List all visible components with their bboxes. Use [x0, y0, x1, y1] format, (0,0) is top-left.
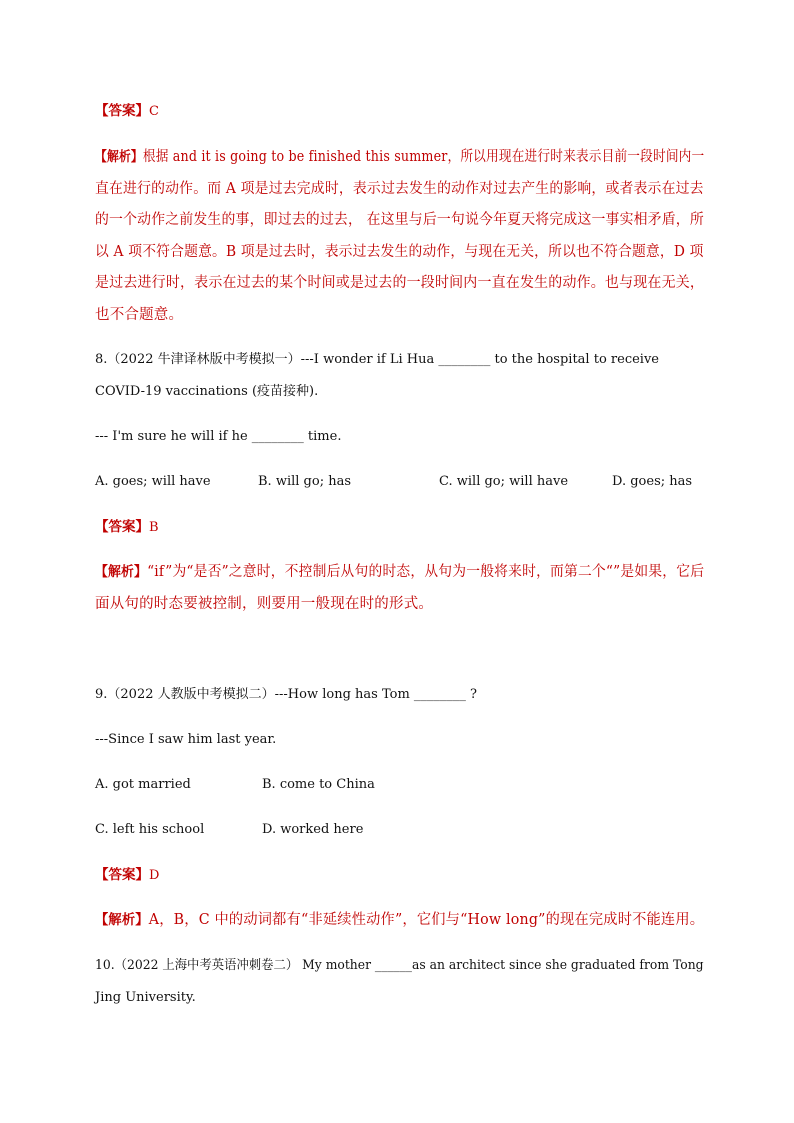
- answer-value: B: [149, 520, 159, 535]
- q8-stem-line-1: 8.（2022 牛津译林版中考模拟一）---I wonder if Li Hua ________ to the hospital to receive: [95, 352, 659, 367]
- q9-option-a: A. got married: [95, 777, 191, 792]
- q8-option-b: B. will go; has: [258, 474, 352, 489]
- analysis-tag: 【解析】: [95, 912, 149, 928]
- q9-option-c: C. left his school: [95, 822, 205, 837]
- answer-value: C: [149, 104, 159, 119]
- q7-analysis-line-5: 是过去进行时，表示在过去的某个时间或是过去的一段时间内一直在发生的动作。也与现在无关，: [95, 275, 705, 291]
- q7-answer: [95, 101, 159, 122]
- q8-option-a: A. goes; will have: [95, 474, 211, 489]
- analysis-text: A，B，C 中的动词都有“非延续性动作”，它们与“How long”的现在完成时不能连用。: [148, 912, 705, 928]
- q8-analysis-line-1: [95, 562, 704, 582]
- answer-tag: 【答案】: [95, 867, 149, 883]
- q8-stem-line-3: --- I'm sure he will if he ________ time.: [95, 429, 342, 444]
- answer-tag: 【答案】: [95, 519, 149, 535]
- q7-analysis-line-1: [95, 147, 704, 167]
- q8-option-c: C. will go; will have: [439, 474, 569, 489]
- q7-analysis-line-2: 直在进行的动作。而 A 项是过去完成时，表示过去发生的动作对过去产生的影响，或者表示在过去: [95, 181, 704, 197]
- q8-option-d: D. goes; has: [612, 474, 693, 489]
- q9-stem-line-2: ---Since I saw him last year.: [95, 732, 277, 747]
- answer-value: D: [149, 868, 160, 883]
- q10-stem-line-2: Jing University.: [95, 990, 196, 1005]
- analysis-text: “if”为“是否”之意时，不控制后从句的时态，从句为一般将来时，而第二个“”是如果，它后: [147, 564, 705, 580]
- q9-option-b: B. come to China: [262, 777, 375, 792]
- analysis-tag: 【解析】: [95, 564, 148, 580]
- q7-analysis-line-6: 也不合题意。: [95, 307, 184, 323]
- q9-analysis-line-1: [95, 910, 704, 930]
- q9-answer: [95, 865, 159, 886]
- q8-analysis-line-2: 面从句的时态要被控制，则要用一般现在时的形式。: [95, 596, 434, 612]
- q7-analysis-line-3: 的一个动作之前发生的事，即过去的过去， 在这里与后一句说今年夏天将完成这一事实相矛盾，所: [95, 212, 704, 228]
- answer-tag: 【答案】: [95, 103, 149, 119]
- analysis-tag: 【解析】: [95, 149, 143, 165]
- q7-analysis-line-4: 以 A 项不符合题意。B 项是过去时，表示过去发生的动作，与现在无关，所以也不符合题意，D 项: [95, 244, 704, 260]
- q10-stem-line-1: 10.（2022 上海中考英语冲刺卷二） My mother ______as an architect since she graduated from Tong: [95, 958, 704, 973]
- q8-answer: [95, 517, 159, 538]
- q8-stem-line-2: COVID-19 vaccinations (疫苗接种).: [95, 384, 319, 399]
- q9-stem-line-1: 9.（2022 人教版中考模拟二）---How long has Tom ________ ?: [95, 687, 478, 702]
- q9-option-d: D. worked here: [262, 822, 364, 837]
- analysis-text: 根据 and it is going to be finished this summer，所以用现在进行时来表示目前一段时间内一: [142, 149, 705, 165]
